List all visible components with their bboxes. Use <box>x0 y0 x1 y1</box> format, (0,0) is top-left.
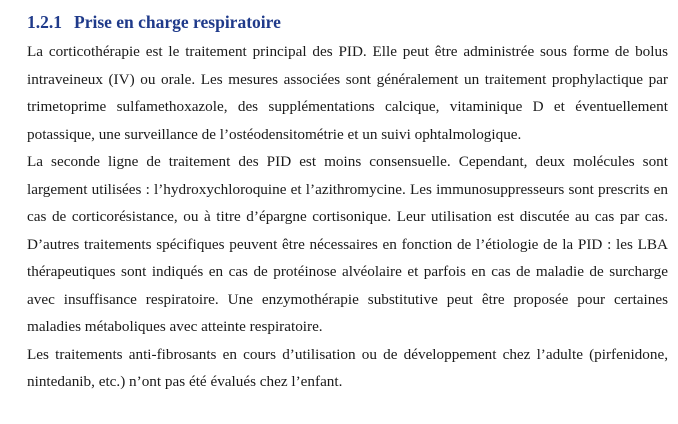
section-number: 1.2.1 <box>27 12 62 32</box>
paragraph-corticotherapy: La corticothérapie est le traitement principal des PID. Elle peut être administrée sous forme de bolus intraveineux (IV) ou orale. Les mesures associées sont généralement un traitement prophylactique par trimetoprime sulfamethoxazole, des supplémentations calcique, vitaminique D et éventuellement potassique, une surveillance de l’ostéodensitométrie et un suivi ophtalmologique. <box>27 43 668 143</box>
section-title: Prise en charge respiratoire <box>74 12 281 32</box>
paragraph-anti-fibrosis: Les traitements anti-fibrosants en cours d’utilisation ou de développement chez l’adulte (pirfenidone, nintedanib, etc.) n’ont pas été évalués chez l’enfant. <box>27 345 668 390</box>
paragraph-second-line: La seconde ligne de traitement des PID est moins consensuelle. Cependant, deux molécules sont largement utilisées : l’hydroxychloroquine et l’azithromycine. Les immunosuppresseurs sont prescrits en cas de corticorésistance, ou à titre d’épargne cortisonique. Leur utilisation est discutée au cas par cas. D’autres traitements spécifiques peuvent être nécessaires en fonction de l’étiologie de la PID : les LBA thérapeutiques sont indiqués en cas de protéinose alvéolaire et parfois en cas de maladie de surcharge avec insuffisance respiratoire. Une enzymothérapie substitutive peut être proposée pour certaines maladies métaboliques avec atteinte respiratoire. <box>27 153 668 335</box>
section-heading <box>27 8 668 36</box>
